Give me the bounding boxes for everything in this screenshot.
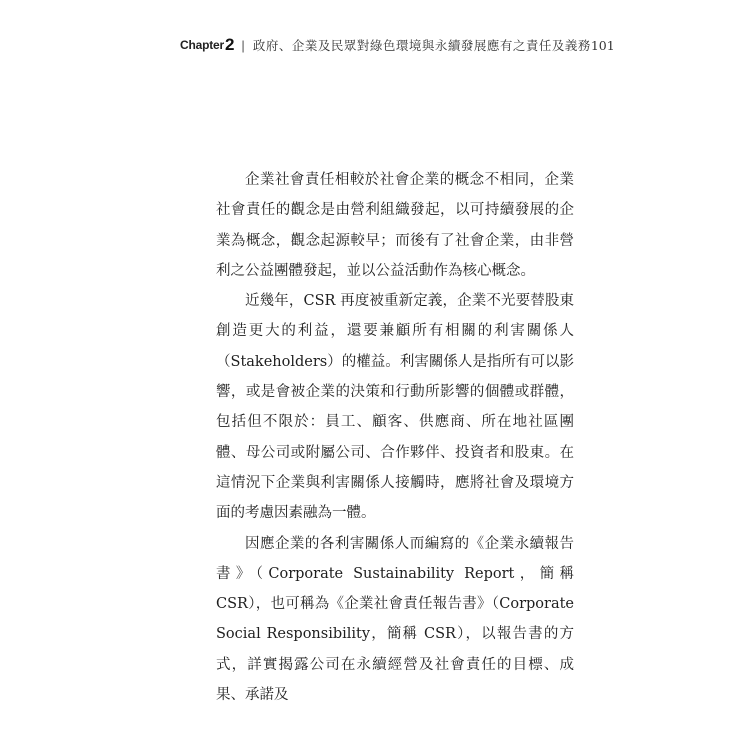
- paragraph: 企業社會責任相較於社會企業的概念不相同，企業社會責任的觀念是由營利組織發起，以可持續發展的企業為概念，觀念起源較早；而後有了社會企業，由非營利之公益團體發起，並以公益活動作為核心概念。: [216, 172, 574, 279]
- running-header: [180, 34, 615, 56]
- chapter-label: Chapter: [180, 38, 224, 52]
- paragraph: 因應企業的各利害關係人而編寫的《企業永續報告書》（Corporate Sustainability Report，簡稱 CSR），也可稱為《企業社會責任報告書》（Corporate Social Responsibility，簡稱 CSR），以報告書的方式，詳實揭露公司在永續經營及社會責任的目標、成果、承諾及: [216, 535, 574, 704]
- body-text: [216, 165, 574, 710]
- paragraph: 近幾年，CSR 再度被重新定義，企業不光要替股東創造更大的利益，還要兼顧所有相關的利害關係人（Stakeholders）的權益。利害關係人是指所有可以影響，或是會被企業的決策和行動所影響的個體或群體，包括但不限於：員工、顧客、供應商、所在地社區團體、母公司或附屬公司、合作夥伴、投資者和股東。在這情況下企業與利害關係人接觸時，應將社會及環境方面的考慮因素融為一體。: [216, 293, 574, 522]
- header-separator: |: [241, 37, 245, 53]
- chapter-number: 2: [224, 35, 235, 54]
- page-number: 101: [590, 37, 615, 53]
- chapter-title: 政府、企業及民眾對綠色環境與永續發展應有之責任及義務: [252, 38, 591, 53]
